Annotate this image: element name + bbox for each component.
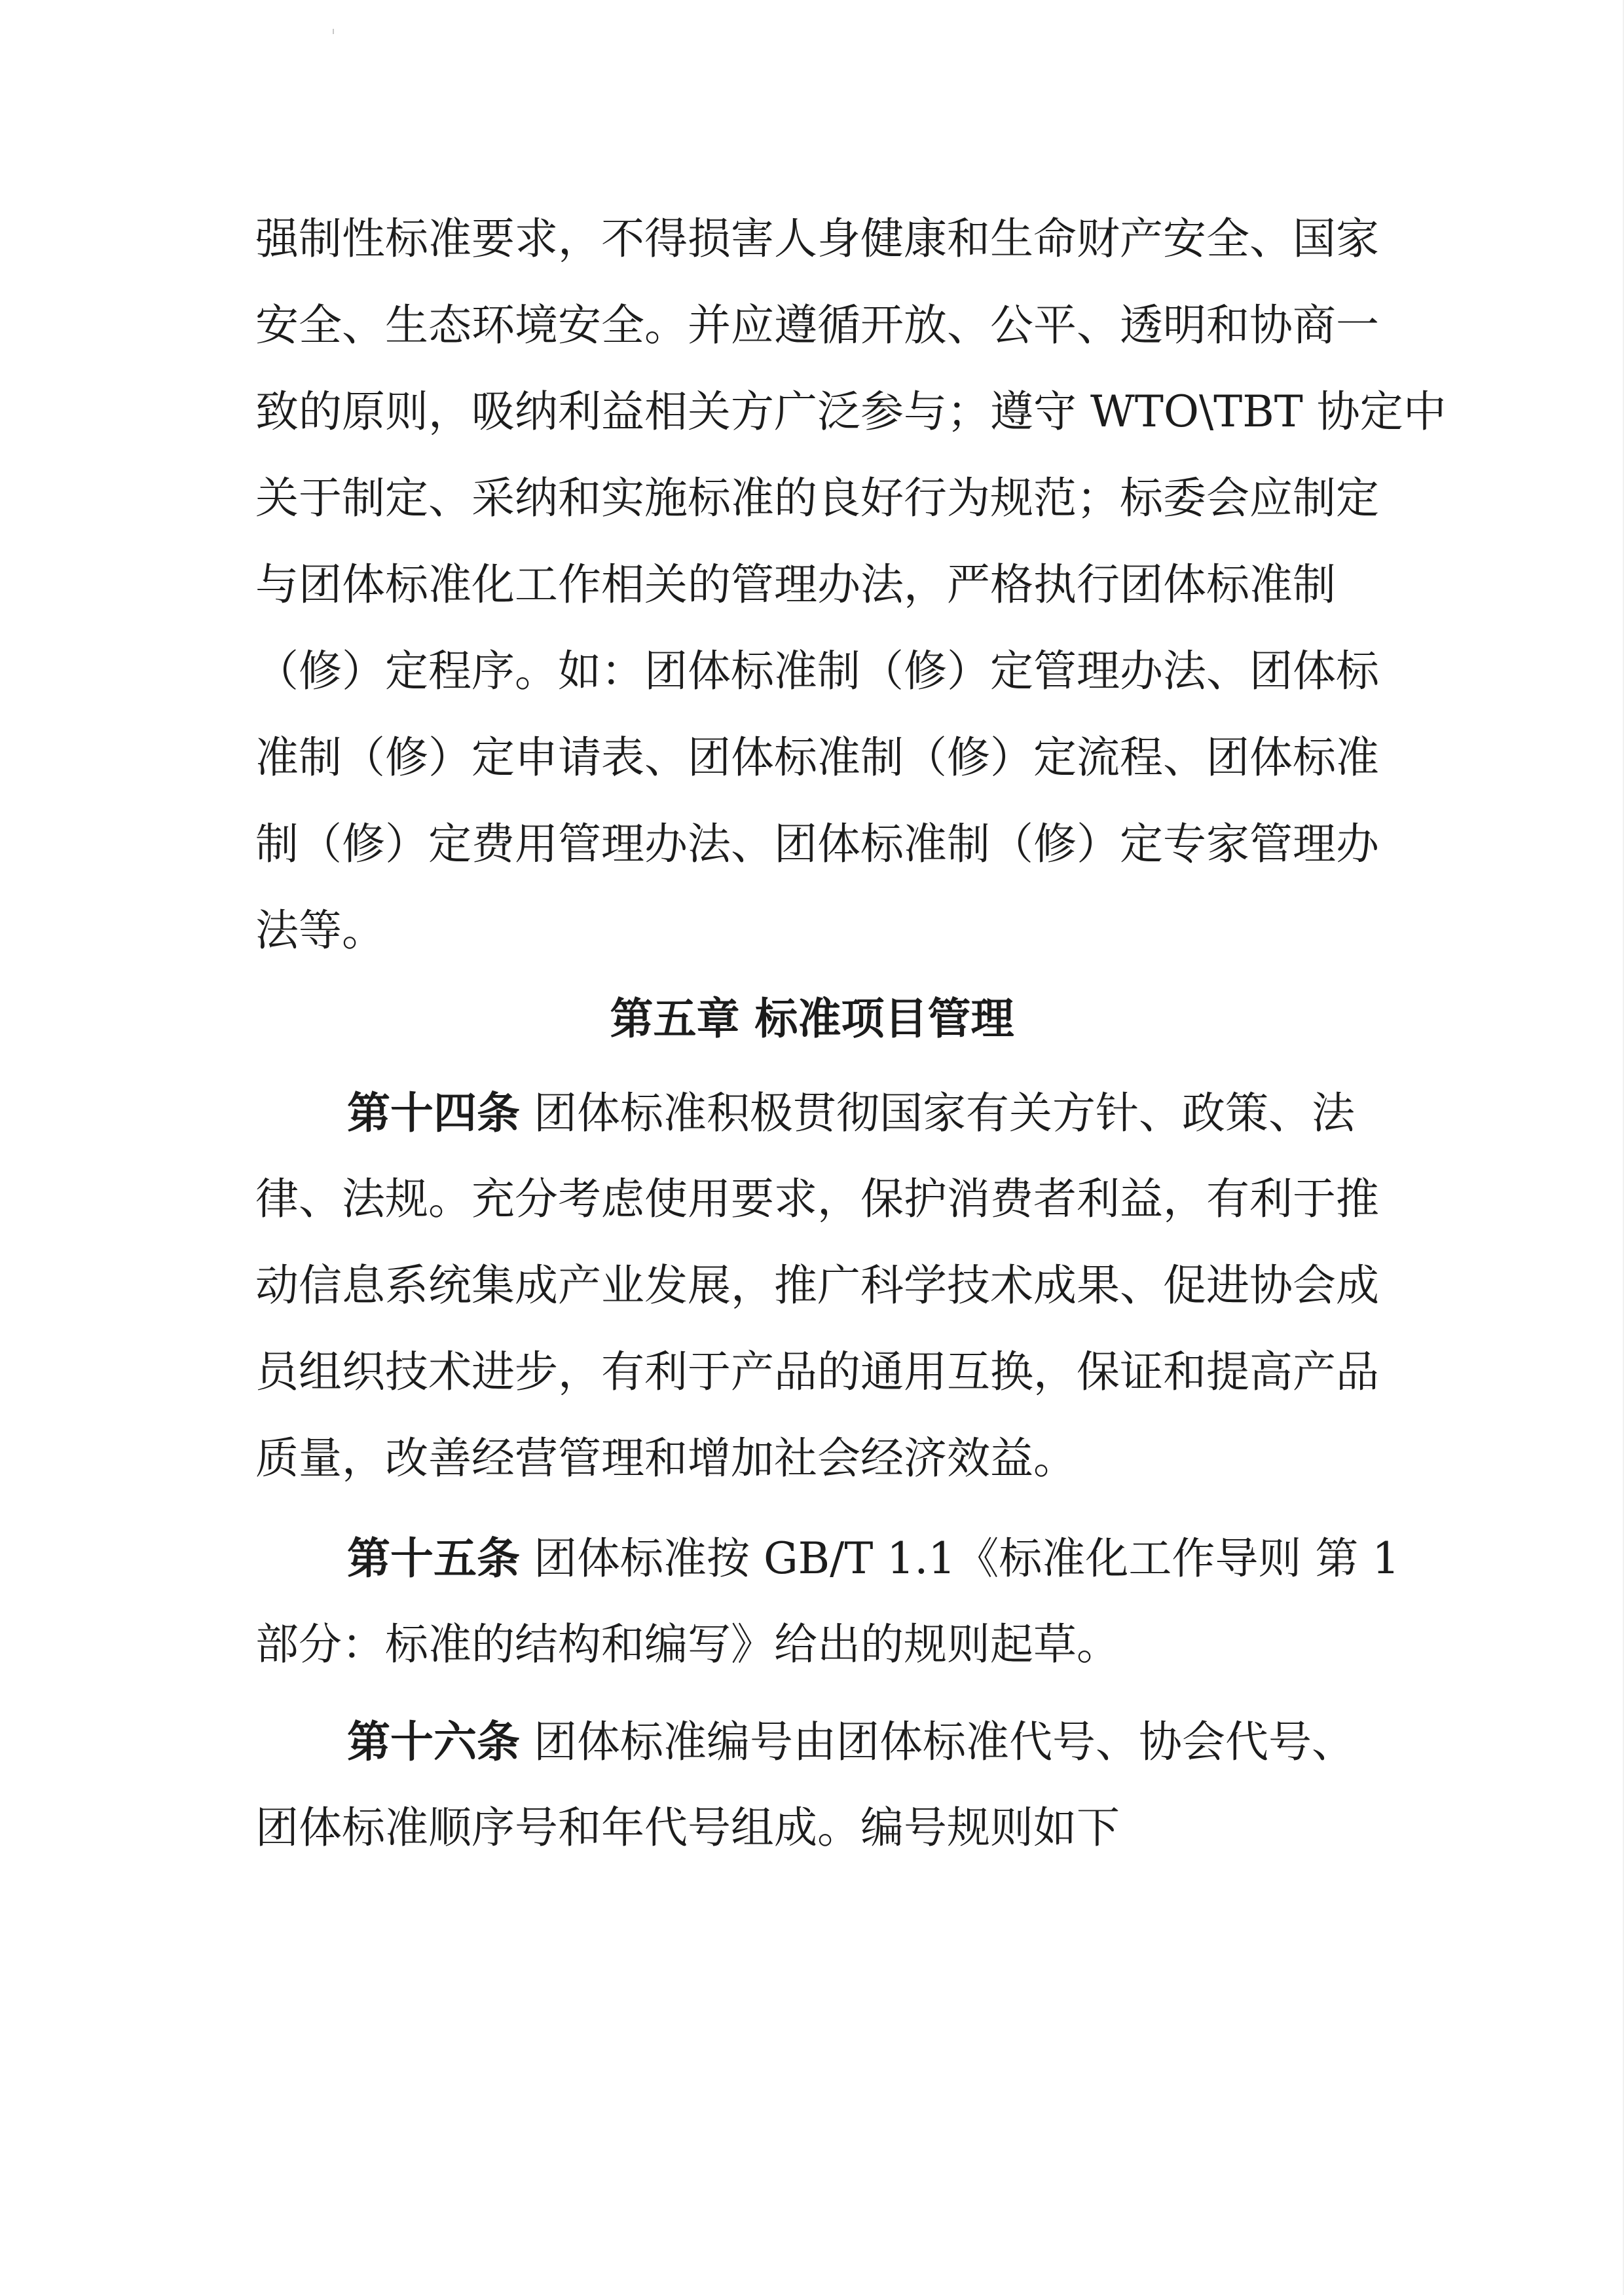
body-text-line: 准制（修）定申请表、团体标准制（修）定流程、团体标准 (255, 732, 1379, 783)
body-text-line: 致的原则，吸纳利益相关方广泛参与；遵守 WTO\TBT 协定中 (255, 386, 1447, 437)
body-text-line: 律、法规。充分考虑使用要求，保护消费者利益，有利于推 (255, 1174, 1379, 1224)
article-15-text: 团体标准按 GB/T 1.1《标准化工作导则 第 1 (520, 1533, 1400, 1584)
body-text-line: 员组织技术进步，有利于产品的通用互换，保证和提高产品 (255, 1347, 1379, 1397)
body-text-line: 制（修）定费用管理办法、团体标准制（修）定专家管理办 (255, 819, 1379, 869)
body-text-line: 强制性标准要求，不得损害人身健康和生命财产安全、国家 (255, 214, 1379, 264)
article-16-first-line (347, 1706, 1355, 1778)
scan-artifact (333, 29, 334, 34)
article-14-text: 团体标准积极贯彻国家有关方针、政策、法 (520, 1088, 1355, 1138)
body-text-line: 动信息系统集成产业发展，推广科学技术成果、促进协会成 (255, 1260, 1379, 1311)
article-16-lead: 第十六条 (347, 1716, 520, 1767)
chapter-heading: 第五章 标准项目管理 (610, 993, 1014, 1044)
body-text-line: 关于制定、采纳和实施标准的良好行为规范；标委会应制定 (255, 473, 1379, 523)
body-text-line: 安全、生态环境安全。并应遵循开放、公平、透明和协商一 (255, 300, 1379, 350)
body-text-line: 质量，改善经营管理和增加社会经济效益。 (255, 1433, 1077, 1483)
article-15-lead: 第十五条 (347, 1533, 520, 1584)
body-text-line: 团体标准顺序号和年代号组成。编号规则如下 (255, 1802, 1120, 1853)
article-14-first-line (347, 1077, 1355, 1149)
body-text-line: （修）定程序。如：团体标准制（修）定管理办法、团体标 (255, 646, 1379, 696)
article-16-text: 团体标准编号由团体标准代号、协会代号、 (520, 1717, 1355, 1767)
article-14-lead: 第十四条 (347, 1087, 520, 1138)
body-text-line: 部分：标准的结构和编写》给出的规则起草。 (255, 1619, 1120, 1670)
article-15-first-line (347, 1522, 1399, 1594)
body-text-line: 法等。 (255, 905, 385, 956)
body-text-line: 与团体标准化工作相关的管理办法，严格执行团体标准制 (255, 559, 1336, 610)
